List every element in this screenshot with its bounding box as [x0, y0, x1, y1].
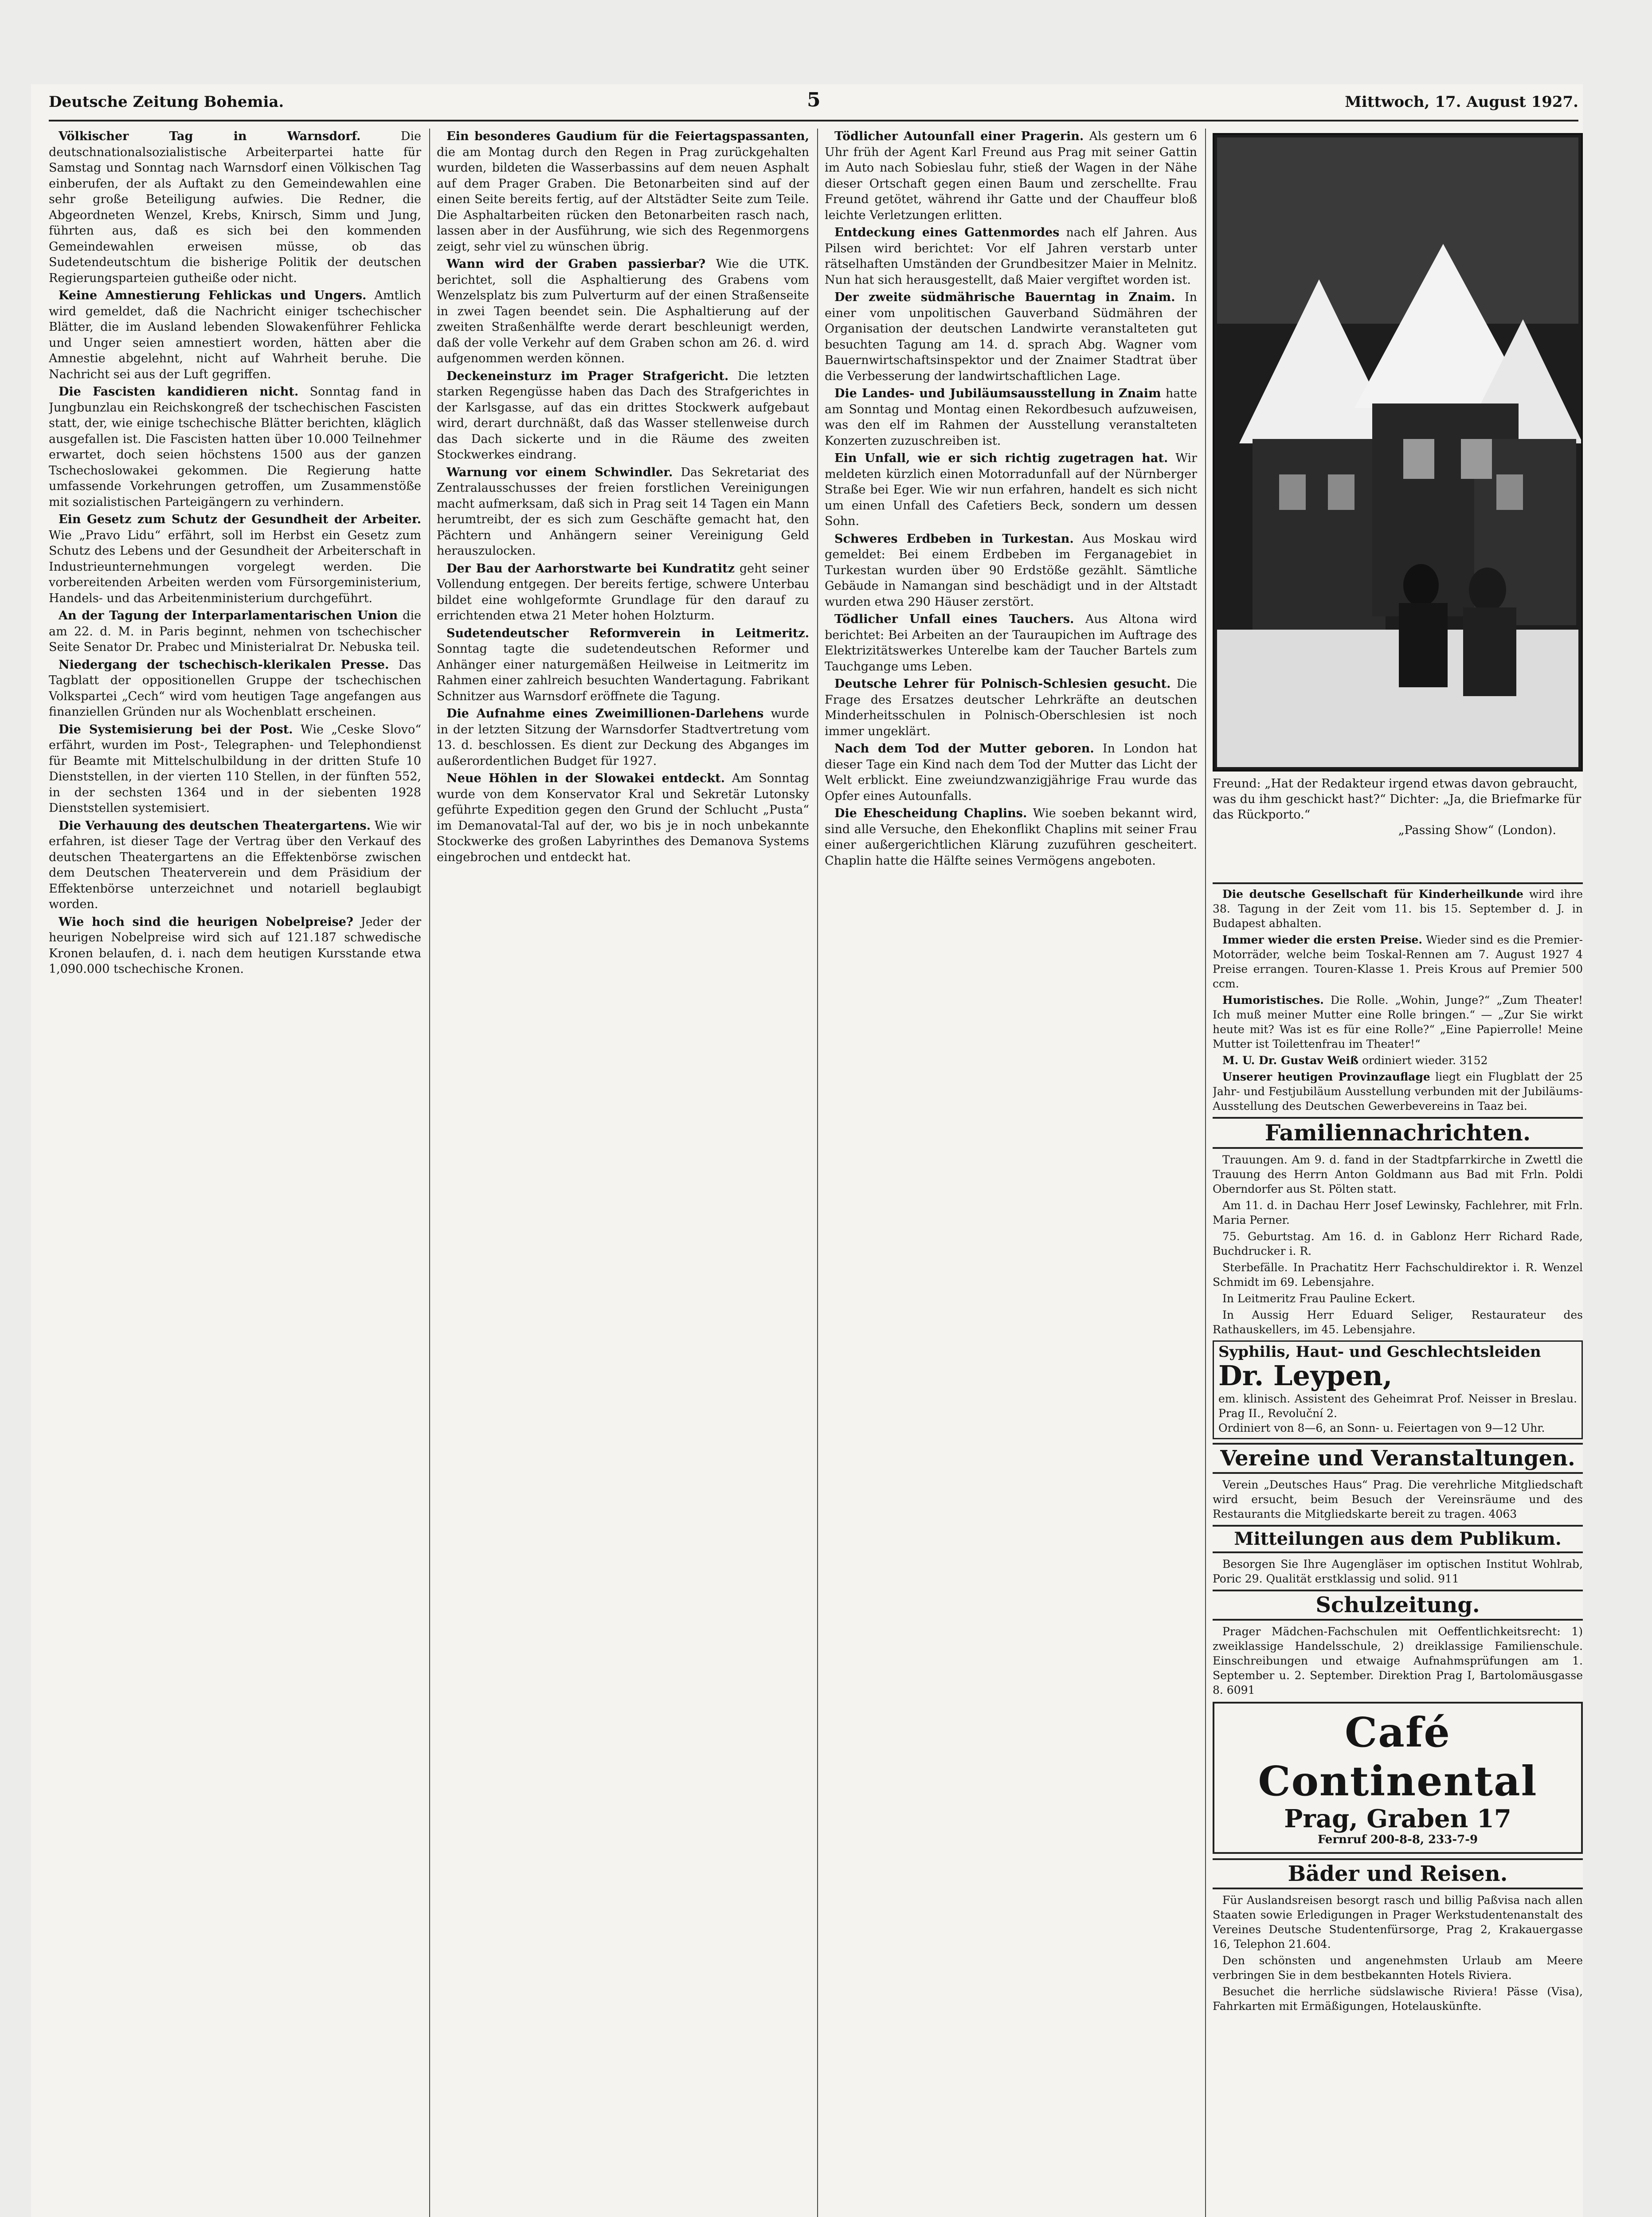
article — [825, 531, 1197, 610]
article-body: Die Frage des Ersatzes deutscher Lehrkräfte an deutschen Minderheitsschulen in Polnisch-Oberschlesien ist noch immer ungeklärt. — [825, 677, 1197, 738]
article-body: Das Sekretariat des Zentralausschusses der freien forstlichen Vereinigungen macht aufmerksam, daß sich in Prag seit 14 Tagen ein Mann herumtreibt, der es sich zum Geschäfte gemacht hat, den Pächtern und Anhängern seiner Vereinigung Geld herauszulocken. — [437, 465, 809, 558]
article — [437, 706, 809, 769]
family-item: Trauungen. Am 9. d. fand in der Stadtpfarrkirche in Zwettl die Trauung des Herrn Anton Goldmann aus Bad mit Frln. Poldi Oberndorfer aus St. Pölten statt. — [1213, 1153, 1583, 1195]
ad-headline: Syphilis, Haut- und Geschlechtsleiden — [1218, 1343, 1541, 1361]
article — [49, 512, 421, 606]
column-rule — [429, 129, 430, 2217]
article-body: Wie die UTK. berichtet, soll die Asphaltierung des Grabens vom Wenzelsplatz bis zum Pulverturm auf der einen Straßenseite in zwei Tagen beendet sein. Die Asphaltierung auf der zweiten Straßenhälfte werde derart beschleunigt werden, daß der volle Verkehr auf dem Graben schon am 26. d. wird aufgenommen werden können. — [437, 257, 809, 365]
article-heading: Entdeckung eines Gattenmordes — [834, 226, 1060, 239]
article-heading: Die Landes- und Jubiläumsausstellung in Znaim — [834, 387, 1161, 400]
notice — [1213, 1053, 1583, 1068]
article-body: In einer vom unpolitischen Gauverband Südmähren der Organisation der deutschen Landwirte veranstalteten gut besuchten Tagung am 14. d. sprach Abg. Wagner vom Bauernwirtschaftsinspektor und der Znaimer Stadtrat über die Verbesserung der landwirtschaftlichen Lage. — [825, 290, 1197, 383]
cartoon-dialogue: Freund: „Hat der Redakteur irgend etwas davon gebraucht, was du ihm geschickt hast?“ Dichter: „Ja, die Briefmarke für das Rückporto.“ — [1213, 777, 1582, 822]
family-item: Sterbefälle. In Prachatitz Herr Fachschuldirektor i. R. Wenzel Schmidt im 69. Lebensjahre. — [1213, 1261, 1583, 1289]
article-body: wird ihre 38. Tagung in der Zeit vom 11. bis 15. September d. J. in Budapest abhalten. — [1213, 888, 1583, 930]
article — [1213, 932, 1583, 991]
column-2 — [437, 129, 809, 2217]
article-heading: Der Bau der Aarhorstwarte bei Kundratitz — [446, 561, 735, 576]
cafe-advertisement — [1213, 1702, 1583, 1854]
article-body: In London hat dieser Tage ein Kind nach dem Tod der Mutter das Licht der Welt erblickt. Eine zweiundzwanzigjährige Frau wurde das Opfer eines Autounfalls. — [825, 742, 1197, 803]
article — [825, 741, 1197, 804]
article — [437, 561, 809, 624]
article-heading: Schweres Erdbeben in Turkestan. — [834, 532, 1074, 546]
article — [437, 626, 809, 705]
article-body: Aus Moskau wird gemeldet: Bei einem Erdbeben im Ferganagebiet in Turkestan wurden über 90 Erdstöße gezählt. Sämtliche Gebäude in Namangan sind beschädigt und in der Altstadt wurden etwa 290 Häuser zerstört. — [825, 532, 1197, 609]
column-1 — [49, 129, 421, 2217]
article-body: Am Sonntag wurde von dem Konservator Kral und Sekretär Lutonsky geführte Expedition gegen den Grund der Schlucht „Pusta“ im Demanovatal-Tal auf der, wo bis je in noch unbekannte Stockwerke des großen Labyrinthes des Demanova Systems eingebrochen und entdeckt hat. — [437, 772, 809, 864]
article-body: Wie soeben bekannt wird, sind alle Versuche, den Ehekonflikt Chaplins mit seiner Frau einer außergerichtlichen Klärung zuzuführen gescheitert. Chaplin hatte die Hälfte seines Vermögens angeboten. — [825, 807, 1197, 868]
article-heading: Die Ehescheidung Chaplins. — [834, 807, 1027, 820]
office-hours: Ordiniert von 8—6, an Sonn- u. Feiertagen von 9—12 Uhr. — [1218, 1421, 1545, 1434]
article-body: Das Tagblatt der oppositionellen Gruppe der tschechischen Volkspartei „Cech“ wird vom heutigen Tage angefangen aus finanziellen Gründen nur als Wochenblatt erscheinen. — [49, 658, 421, 719]
notice-body: liegt ein Flugblatt der 25 Jahr- und Festjubiläum Ausstellung verbunden mit der Jubiläums-Ausstellung des Deutschen Gewerbevereins in Taaz bei. — [1213, 1070, 1583, 1112]
public-notices-title: Mitteilungen aus dem Publikum. — [1213, 1525, 1583, 1553]
article — [825, 611, 1197, 674]
article — [49, 384, 421, 510]
article-heading: Die Verhauung des deutschen Theatergartens. — [59, 819, 371, 833]
cafe-phone: Fernruf 200-8-8, 233-7-9 — [1317, 1833, 1478, 1846]
article-heading: Wann wird der Graben passierbar? — [446, 257, 706, 271]
article-body: Wieder sind es die Premier-Motorräder, welche beim Toskal-Rennen am 7. August 1927 4 Preise errangen. Touren-Klasse 1. Preis Krous auf Premier 500 ccm. — [1213, 933, 1583, 990]
article — [49, 608, 421, 655]
cafe-name: Café Continental — [1258, 1708, 1538, 1805]
article-body: Sonntag fand in Jungbunzlau ein Reichskongreß der tschechischen Fascisten statt, der, wie einige tschechische Blätter berichten, kläglich ausgefallen ist. Die Fascisten hatten über 10.000 Teilnehmer erwartet, doch seien höchstens 1500 aus der ganzen Tschechoslowakei gekommen. Die Regierung hatte umfassende Vorkehrungen getroffen, um Zusammenstöße mit sozialistischen Parteigängern zu verhindern. — [49, 385, 421, 509]
article-heading: Wie hoch sind die heurigen Nobelpreise? — [59, 915, 353, 929]
article — [825, 225, 1197, 288]
article-body: Wie wir erfahren, ist dieser Tage der Vertrag über den Verkauf des deutschen Theatergartens an die Effektenbörse zwischen dem Deutschen Theaterverein und dem Präsidium der Effektenbörse unterzeichnet und notariell beglaubigt worden. — [49, 819, 421, 911]
cartoon-source: „Passing Show“ (London). — [1398, 823, 1556, 837]
family-item: Am 11. d. in Dachau Herr Josef Lewinsky, Fachlehrer, mit Frln. Maria Perner. — [1213, 1199, 1583, 1226]
article-body: Aus Altona wird berichtet: Bei Arbeiten an der Tauraupichen im Auftrage des Elektrizitätswerkes Unterelbe kam der Taucher Bartels zum Tauchgange ums Leben. — [825, 612, 1197, 674]
column-rule — [1205, 129, 1206, 2217]
travel-item: Den schönsten und angenehmsten Urlaub am Meere verbringen Sie in dem bestbekannten Hotels Riviera. — [1213, 1954, 1583, 1982]
article-heading: Der zweite südmährische Bauerntag in Znaim. — [834, 290, 1175, 304]
divider — [1213, 882, 1583, 884]
article-heading: Sudetendeutscher Reformverein in Leitmeritz. — [446, 626, 809, 640]
article — [437, 465, 809, 559]
article — [437, 129, 809, 255]
article — [437, 368, 809, 463]
article-heading: Tödlicher Autounfall einer Pragerin. — [834, 129, 1084, 143]
article-heading: Humoristisches. — [1222, 994, 1324, 1007]
article-heading: Neue Höhlen in der Slowakei entdeckt. — [446, 772, 725, 785]
notice — [1213, 1069, 1583, 1113]
travel-item: Besuchet die herrliche südslawische Riviera! Pässe (Visa), Fahrkarten mit Ermäßigungen, Hotelauskünfte. — [1213, 1985, 1583, 2013]
travel-title: Bäder und Reisen. — [1213, 1858, 1583, 1889]
column-rule — [817, 129, 818, 2217]
article — [825, 450, 1197, 529]
article-heading: Tödlicher Unfall eines Tauchers. — [834, 612, 1074, 626]
article-body: Die letzten starken Regengüsse haben das Dach des Strafgerichtes in der Karlsgasse, auf das ein drittes Stockwerk aufgebaut wird, derart durchnäßt, daß das Wasser stellenweise durch das Dach sickerte und in die Räume des zweiten Stockwerkes eindrang. — [437, 369, 809, 462]
article — [825, 129, 1197, 223]
article-heading: Ein Unfall, wie er sich richtig zugetragen hat. — [834, 451, 1168, 465]
article-heading: Die Aufnahme eines Zweimillionen-Darlehens — [446, 707, 764, 721]
doctor-details: em. klinisch. Assistent des Geheimrat Prof. Neisser in Breslau. Prag II., Revoluční 2. — [1218, 1392, 1577, 1420]
article — [49, 288, 421, 382]
article-body: die am 22. d. M. in Paris beginnt, nehmen von tschechischer Seite Senator Dr. Prabec und Ministerialrat Dr. Nebuska teil. — [49, 609, 421, 654]
article-body: Die deutschnationalsozialistische Arbeiterpartei hatte für Samstag und Sonntag nach Warnsdorf einen Völkischen Tag einberufen, der als Auftakt zu den Gemeindewahlen eine sehr große Beteiligung aufwies. Die Redner, die Abgeordneten Wenzel, Krebs, Knirsch, Simm und Jung, führten aus, daß es sich bei den kommenden Gemeindewahlen erweisen müsse, ob das Sudetendeutschtum die bisherige Politik der deutschen Regierungsparteien gutheiße oder nicht. — [49, 129, 421, 285]
article-body: Wie „Ceske Slovo“ erfährt, wurden im Post-, Telegraphen- und Telephondienst für Beamte mit Mittelschulbildung in der dritten Stufe 10 Dienststellen, in der vierten 110 Stellen, in der fünften 552, in der sechsten 1364 und in der siebenten 1928 Dienststellen systemisiert. — [49, 722, 421, 815]
page-header — [49, 89, 1578, 121]
article-heading: Völkischer Tag in Warnsdorf. — [59, 129, 361, 143]
article-body: nach elf Jahren. Aus Pilsen wird berichtet: Vor elf Jahren verstarb unter rätselhaften Umständen der Grundbesitzer Maier in Melnitz. Nun hat sich herausgestellt, daß Maier vergiftet worden ist. — [825, 226, 1197, 287]
article — [1213, 887, 1583, 931]
article — [825, 386, 1197, 449]
doctor-advertisement — [1213, 1340, 1583, 1439]
school-news-text: Prager Mädchen-Fachschulen mit Oeffentlichkeitsrecht: 1) zweiklassige Handelsschule, 2) dreiklassige Familienschule. Einschreibungen und etwaige Aufnahmsprüfungen am 1. September u. 2. September. Direktion Prag I, Bartolomäusgasse 8. 6091 — [1213, 1625, 1583, 1696]
school-news-title: Schulzeitung. — [1213, 1590, 1583, 1621]
article-body: Die Rolle. „Wohin, Junge?“ „Zum Theater! Ich muß meiner Mutter eine Rolle bringen.“ — „Zur Sie wirkt heute mit? Was ist es für eine Rolle?“ „Eine Papierrolle! Meine Mutter ist Toilettenfrau im Theater!“ — [1213, 994, 1583, 1050]
article-body: Als gestern um 6 Uhr früh der Agent Karl Freund aus Prag mit seiner Gattin im Auto nach Sobieslau fuhr, stieß der Wagen in der Nähe dieser Ortschaft gegen einen Baum und zerschellte. Frau Freund getötet, während ihr Gatte und der Chauffeur bloß leichte Verletzungen erlitten. — [825, 129, 1197, 222]
family-item: 75. Geburtstag. Am 16. d. in Gablonz Herr Richard Rade, Buchdrucker i. R. — [1213, 1230, 1583, 1257]
article-heading: Die Systemisierung bei der Post. — [59, 722, 293, 736]
family-item: In Aussig Herr Eduard Seliger, Restaurateur des Rathauskellers, im 45. Lebensjahre. — [1213, 1308, 1583, 1336]
cartoon-illustration — [1213, 133, 1583, 772]
article — [1213, 993, 1583, 1051]
article — [49, 722, 421, 816]
article-heading: Keine Amnestierung Fehlickas und Ungers. — [59, 289, 367, 302]
doctor-name: Dr. Leypen, — [1218, 1359, 1393, 1392]
article-heading: Immer wieder die ersten Preise. — [1222, 933, 1423, 946]
public-notice-text: Besorgen Sie Ihre Augengläser im optischen Institut Wohlrab, Poric 29. Qualität erstklassig und solid. 911 — [1213, 1557, 1583, 1585]
cartoon-caption — [1213, 776, 1583, 838]
article-heading: Warnung vor einem Schwindler. — [446, 465, 673, 479]
issue-date: Mittwoch, 17. August 1927. — [1345, 93, 1578, 111]
article-heading: Nach dem Tod der Mutter geboren. — [834, 742, 1094, 756]
notice-body: ordiniert wieder. 3152 — [1362, 1054, 1488, 1067]
article-body: Wir meldeten kürzlich einen Motorradunfall auf der Nürnberger Straße bei Eger. Wie wir nun erfahren, handelt es sich nicht um einen Unfall des Cafetiers Beck, sondern um dessen Sohn. — [825, 451, 1197, 528]
article — [825, 290, 1197, 384]
article — [49, 914, 421, 977]
article — [49, 129, 421, 286]
cafe-address: Prag, Graben 17 — [1284, 1804, 1511, 1833]
events-title: Vereine und Veranstaltungen. — [1213, 1443, 1583, 1474]
newspaper-name: Deutsche Zeitung Bohemia. — [49, 93, 284, 111]
cartoon-drawing — [1213, 133, 1583, 772]
article-body: Amtlich wird gemeldet, daß die Nachricht einiger tschechischer Blätter, die im Ausland lebenden Slowakenführer Fehlicka und Unger seien amnestiert worden, hätten aber die Amnestie abgelehnt, nicht auf Wahrheit beruhe. Die Nachricht sei aus der Luft gegriffen. — [49, 289, 421, 381]
notice-heading: M. U. Dr. Gustav Weiß — [1222, 1054, 1358, 1067]
article — [825, 806, 1197, 869]
article-body: Wie „Pravo Lidu“ erfährt, soll im Herbst ein Gesetz zum Schutz des Lebens und der Gesundheit der Arbeiterschaft in Industrieunternehmungen vorgelegt werden. Die vorbereitenden Arbeiten werden vom Fürsorgeministerium, Handels- und das Arbeitenministerium durchgeführt. — [49, 528, 421, 605]
family-news-title: Familiennachrichten. — [1213, 1117, 1583, 1149]
article-heading: Deutsche Lehrer für Polnisch-Schlesien gesucht. — [834, 677, 1171, 691]
article-body: die am Montag durch den Regen in Prag zurückgehalten wurden, bildeten die Wasserbassins auf dem neuen Asphalt auf dem Prager Graben. Die Betonarbeiten sind auf der einen Seite bereits fertig, auf der Altstädter Seite zum Teile. Die Asphaltarbeiten rücken den Betonarbeiten rasch nach, lassen aber in der Ausführung, wie sich des Regenmorgens zeigt, sehr viel zu wünschen übrig. — [437, 145, 809, 254]
column-3 — [825, 129, 1197, 2217]
travel-item: Für Auslandsreisen besorgt rasch und billig Paßvisa nach allen Staaten sowie Erledigungen in Prager Werkstudentenanstalt des Vereines Deutsche Studentenfürsorge, Prag 2, Krakauergasse 16, Telephon 21.604. — [1213, 1894, 1583, 1951]
article-body: geht seiner Vollendung entgegen. Der bereits fertige, schwere Unterbau bildet eine wohlgeformte Grundlage für den darauf zu errichtenden etwa 21 Meter hohen Holzturm. — [437, 561, 809, 623]
article — [437, 256, 809, 367]
article — [49, 657, 421, 720]
article — [49, 818, 421, 913]
article-heading: Die deutsche Gesellschaft für Kinderheilkunde — [1222, 888, 1523, 901]
article-heading: Ein Gesetz zum Schutz der Gesundheit der Arbeiter. — [59, 513, 421, 526]
article-heading: Niedergang der tschechisch-klerikalen Presse. — [59, 658, 389, 672]
family-item: In Leitmeritz Frau Pauline Eckert. — [1222, 1292, 1415, 1305]
article-body: Jeder der heurigen Nobelpreise wird sich auf 121.187 schwedische Kronen belaufen, d. i. nach dem heutigen Kursstande etwa 1,090.000 tschechische Kronen. — [49, 915, 421, 976]
article-heading: Deckeneinsturz im Prager Strafgericht. — [446, 369, 729, 383]
page-number: 5 — [807, 89, 821, 111]
article — [825, 676, 1197, 739]
article-heading: Ein besonderes Gaudium für die Feiertagspassanten, — [446, 129, 809, 143]
article — [437, 771, 809, 865]
article-body: hatte am Sonntag und Montag einen Rekordbesuch aufzuweisen, was den elf im Rahmen der Ausstellung veranstalteten Konzerten zuzuschreiben ist. — [825, 387, 1197, 448]
column-4 — [1213, 882, 1583, 2217]
article-body: Sonntag tagte die sudetendeutschen Reformer und Anhänger einer naturgemäßen Heilweise in Leitmeritz im Rahmen einer zahlreich besuchten Wandertagung. Fabrikant Schnitzer aus Warnsdorf eröffnete die Tagung. — [437, 642, 809, 703]
article-heading: An der Tagung der Interparlamentarischen Union — [59, 609, 398, 623]
events-text: Verein „Deutsches Haus“ Prag. Die verehrliche Mitgliedschaft wird ersucht, beim Besuch der Vereinsräume und des Restaurants die Mitgliedskarte bereit zu tragen. 4063 — [1213, 1478, 1583, 1520]
article-body: wurde in der letzten Sitzung der Warnsdorfer Stadtvertretung vom 13. d. beschlossen. Es dient zur Deckung des Abganges im außerordentlichen Budget für 1927. — [437, 707, 809, 768]
article-heading: Die Fascisten kandidieren nicht. — [59, 385, 299, 399]
notice-heading: Unserer heutigen Provinzauflage — [1222, 1070, 1430, 1083]
